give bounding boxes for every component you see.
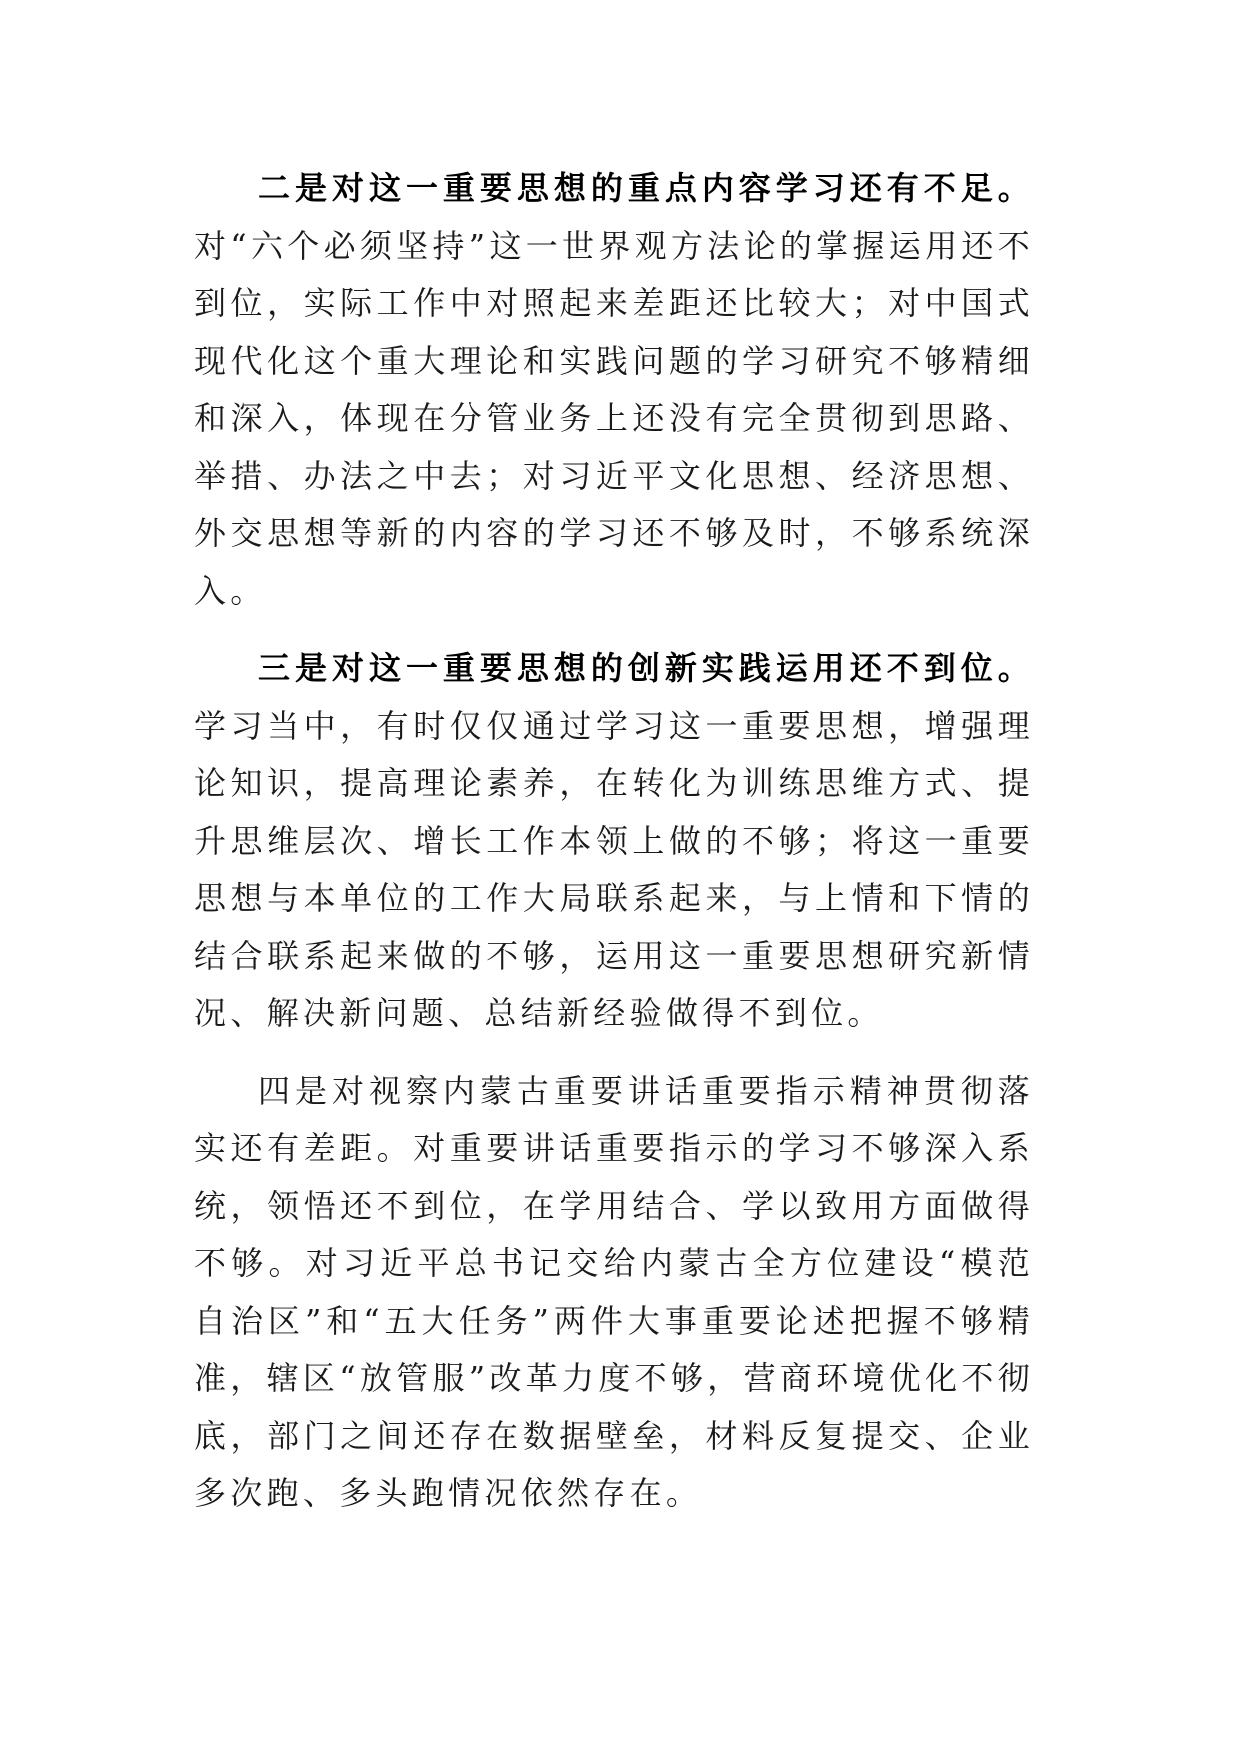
paragraph-3-heading: 三是对这一重要思想的创新实践运用还不到位。 [258,649,1034,687]
document-body [194,160,1034,1525]
paragraph-3 [194,640,1034,1043]
paragraph-4-text: 四是对视察内蒙古重要讲话重要指示精神贯彻落实还有差距。对重要讲话重要指示的学习不够深入系统，领悟还不到位，在学用结合、学以致用方面做得不够。对习近平总书记交给内蒙古全方位建设“模范自治区”和“五大任务”两件大事重要论述把握不够精准，辖区“放管服”改革力度不够，营商环境优化不彻底，部门之间还存在数据壁垒，材料反复提交、企业多次跑、多头跑情况依然存在。 [194,1071,1034,1512]
paragraph-2-text: 对“六个必须坚持”这一世界观方法论的掌握运用还不到位，实际工作中对照起来差距还比较大；对中国式现代化这个重大理论和实践问题的学习研究不够精细和深入，体现在分管业务上还没有完全贯彻到思路、举措、办法之中去；对习近平文化思想、经济思想、外交思想等新的内容的学习还不够及时，不够系统深入。 [194,226,1034,610]
paragraph-4 [194,1063,1034,1523]
paragraph-2 [194,160,1034,620]
paragraph-2-heading: 二是对这一重要思想的重点内容学习还有不足。 [258,169,1034,207]
paragraph-3-text: 学习当中，有时仅仅通过学习这一重要思想，增强理论知识，提高理论素养，在转化为训练思维方式、提升思维层次、增长工作本领上做的不够；将这一重要思想与本单位的工作大局联系起来，与上情和下情的结合联系起来做的不够，运用这一重要思想研究新情况、解决新问题、总结新经验做得不到位。 [194,706,1034,1032]
